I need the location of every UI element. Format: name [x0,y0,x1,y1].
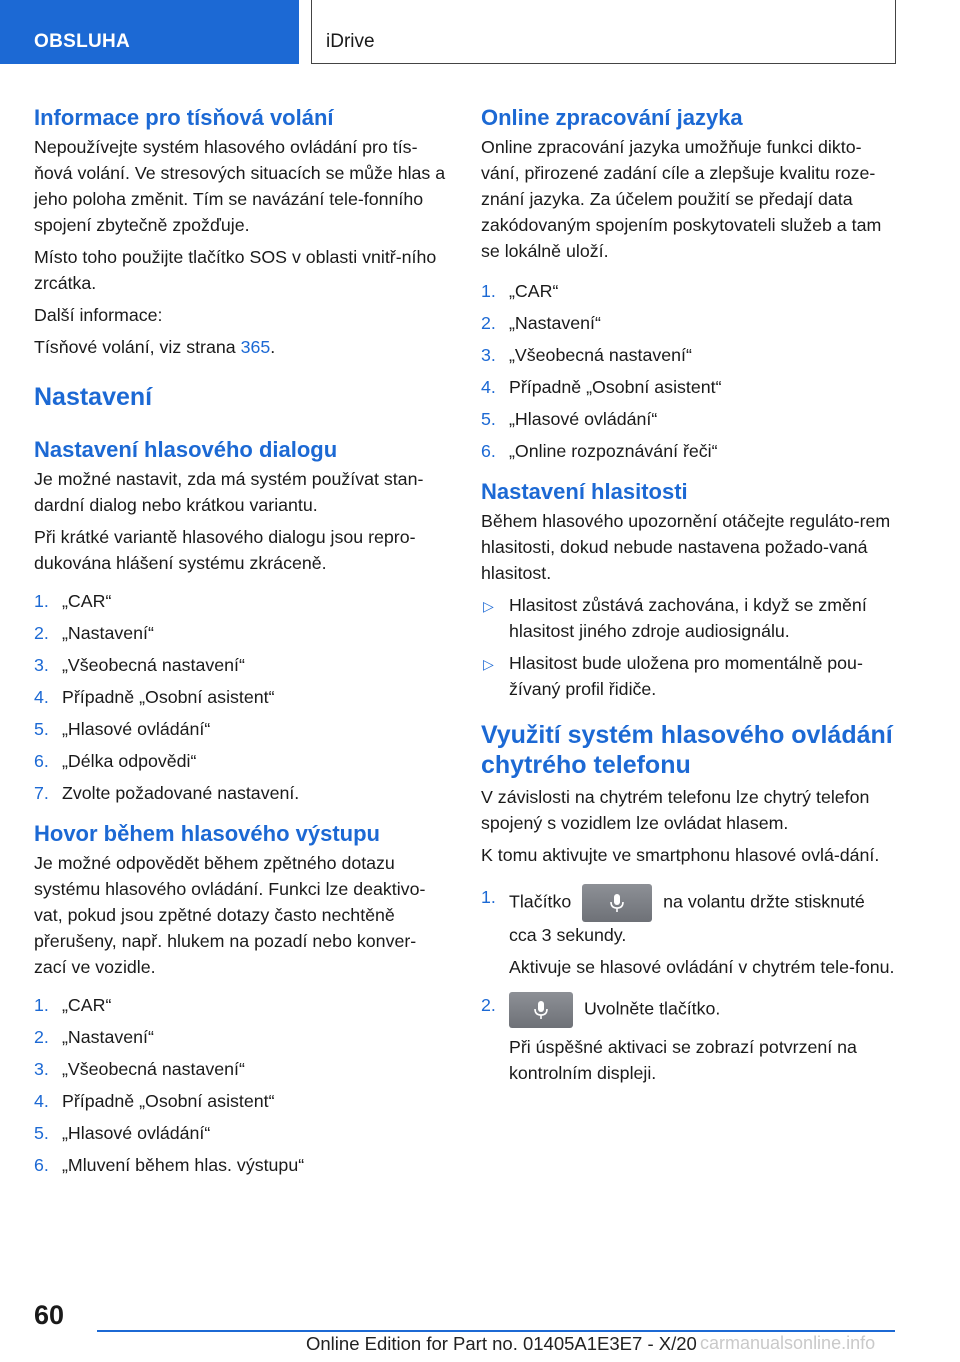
step-text: „CAR“ [62,995,112,1015]
list-item [34,748,448,774]
para-volume: Během hlasového upozornění otáčejte reguláto-rem hlasitosti, dokud nebude nastavena požado-vaná hlasitost. [481,511,891,583]
list-item [34,1120,448,1146]
bullet-text: Hlasitost bude uložena pro momentálně pou-žívaný profil řidiče. [509,653,863,699]
voice-button-icon [582,884,652,922]
step-number: 2. [34,1027,49,1047]
step-number: 2. [481,313,496,333]
list-item [481,406,897,432]
step-number: 6. [34,1155,49,1175]
step-number: 5. [34,719,49,739]
list-item [481,992,897,1086]
list-item [34,716,448,742]
triangle-bullet-icon: ▷ [483,656,494,672]
heading-emergency: Informace pro tísňová volání [34,105,334,130]
list-item [481,438,897,464]
steps-online [481,278,897,464]
step-text: Případně „Osobní asistent“ [62,1091,275,1111]
para-emergency-3: Další informace: [34,305,163,325]
list-item [34,684,448,710]
left-column [34,104,448,1184]
step-number: 4. [481,377,496,397]
voice-button-icon [509,992,573,1028]
list-item [34,1088,448,1114]
para-dialog-2: Při krátké variantě hlasového dialogu jsou repro-dukována hlášení systému zkráceně. [34,527,416,573]
list-item [481,374,897,400]
list-item [481,884,897,980]
step2-text-b: Při úspěšné aktivaci se zobrazí potvrzení na kontrolním displeji. [509,1037,857,1083]
list-item [34,780,448,806]
step-text: „Hlasové ovládání“ [509,409,658,429]
step-text: Případně „Osobní asistent“ [509,377,722,397]
step-number: 7. [34,783,49,803]
list-item [34,620,448,646]
footer-divider [97,1330,895,1332]
step-text: „Nastavení“ [62,623,154,643]
step-number: 3. [34,655,49,675]
list-item [34,1024,448,1050]
heading-volume: Nastavení hlasitosti [481,479,688,504]
steps-dialog [34,588,448,806]
step-text: „Hlasové ovládání“ [62,719,211,739]
chapter-title: iDrive [311,0,896,64]
step-number: 3. [481,345,496,365]
list-item [34,652,448,678]
step-text: „Všeobecná nastavení“ [62,1059,245,1079]
bullet-text: Hlasitost zůstává zachována, i když se změní hlasitost jiného zdroje audiosignálu. [509,595,867,641]
step-text: „Nastavení“ [62,1027,154,1047]
section-tab: OBSLUHA [0,0,299,64]
step-text: „CAR“ [62,591,112,611]
step-number: 2. [481,995,496,1015]
steps-phone [481,884,897,1086]
page-number: 60 [34,1300,65,1330]
step-number: 3. [34,1059,49,1079]
footer-edition: Online Edition for Part no. 01405A1E3E7 - X/20 [306,1333,697,1354]
list-item [481,278,897,304]
step-number: 4. [34,1091,49,1111]
page-link-365[interactable]: 365 [240,337,271,357]
step-number: 5. [481,409,496,429]
list-item [481,342,897,368]
watermark: carmanualsonline.info [700,1333,876,1353]
step-number: 4. [34,687,49,707]
step-number: 2. [34,623,49,643]
step-number: 6. [34,751,49,771]
step2-text-a: Uvolněte tlačítko. [583,998,721,1019]
step1-text-c: Aktivuje se hlasové ovládání v chytrém tele-fonu. [509,957,895,977]
right-column [481,104,897,1092]
step-text: „Délka odpovědi“ [62,751,197,771]
step-text: „Hlasové ovládání“ [62,1123,211,1143]
step-number: 1. [481,281,496,301]
step-text: „Všeobecná nastavení“ [509,345,692,365]
list-item [34,992,448,1018]
steps-interrupt [34,992,448,1178]
triangle-bullet-icon: ▷ [483,598,494,614]
step1-text-a: Tlačítko [509,891,572,912]
step-text: „Mluvení během hlas. výstupu“ [62,1155,305,1175]
step-text: Zvolte požadované nastavení. [62,783,300,803]
step-number: 6. [481,441,496,461]
para-emergency-1: Nepoužívejte systém hlasového ovládání pro tís-ňová volání. Ve stresových situacích se může hlas a jeho poloha změnit. Tím se navázání tele-fonního spojení zbytečně zpožďuje. [34,137,446,235]
step-text: „Online rozpoznávání řeči“ [509,441,718,461]
para-phone-1: V závislosti na chytrém telefonu lze chytrý telefon spojený s vozidlem lze ovládat hlasem. [481,787,870,833]
step-text: „CAR“ [509,281,559,301]
heading-dialog: Nastavení hlasového dialogu [34,437,338,462]
step-text: Případně „Osobní asistent“ [62,687,275,707]
list-item [34,1056,448,1082]
step-text: „Nastavení“ [509,313,601,333]
bullet-item [481,650,897,702]
list-item [34,588,448,614]
list-item [34,1152,448,1178]
heading-settings: Nastavení [34,383,153,411]
para-emergency-2: Místo toho použijte tlačítko SOS v oblasti vnitř-ního zrcátka. [34,247,437,293]
step-number: 1. [481,887,496,907]
step1-text-b: na volantu držte stisknuté cca 3 sekundy. [509,891,865,945]
heading-interrupt: Hovor během hlasového výstupu [34,821,380,846]
list-item [481,310,897,336]
bullet-item [481,592,897,644]
heading-phone: Využití systém hlasového ovládání chytrého telefonu [481,721,893,779]
para-emergency-4: Tísňové volání, viz strana 365. [34,337,276,357]
step-number: 5. [34,1123,49,1143]
step-number: 1. [34,591,49,611]
step-text: „Všeobecná nastavení“ [62,655,245,675]
para-interrupt: Je možné odpovědět během zpětného dotazu systému hlasového ovládání. Funkci lze deaktivo-vat, pokud jsou zpětné dotazy často nechtěně přerušeny, např. hlukem na pozadí nebo konver-zací ve vozidle. [34,853,426,977]
heading-online: Online zpracování jazyka [481,105,743,130]
para-online: Online zpracování jazyka umožňuje funkci dikto-vání, přirozené zadání cíle a zlepšuje kvalitu roze-znání jazyka. Za účelem použití se předají data zakódovaným spojením poskytovateli služeb a tam se lokálně uloží. [481,137,882,261]
bullets-volume [481,592,897,702]
para-dialog-1: Je možné nastavit, zda má systém používat stan-dardní dialog nebo krátkou variantu. [34,469,424,515]
para-phone-2: K tomu aktivujte ve smartphonu hlasové ovlá-dání. [481,845,880,865]
step-number: 1. [34,995,49,1015]
